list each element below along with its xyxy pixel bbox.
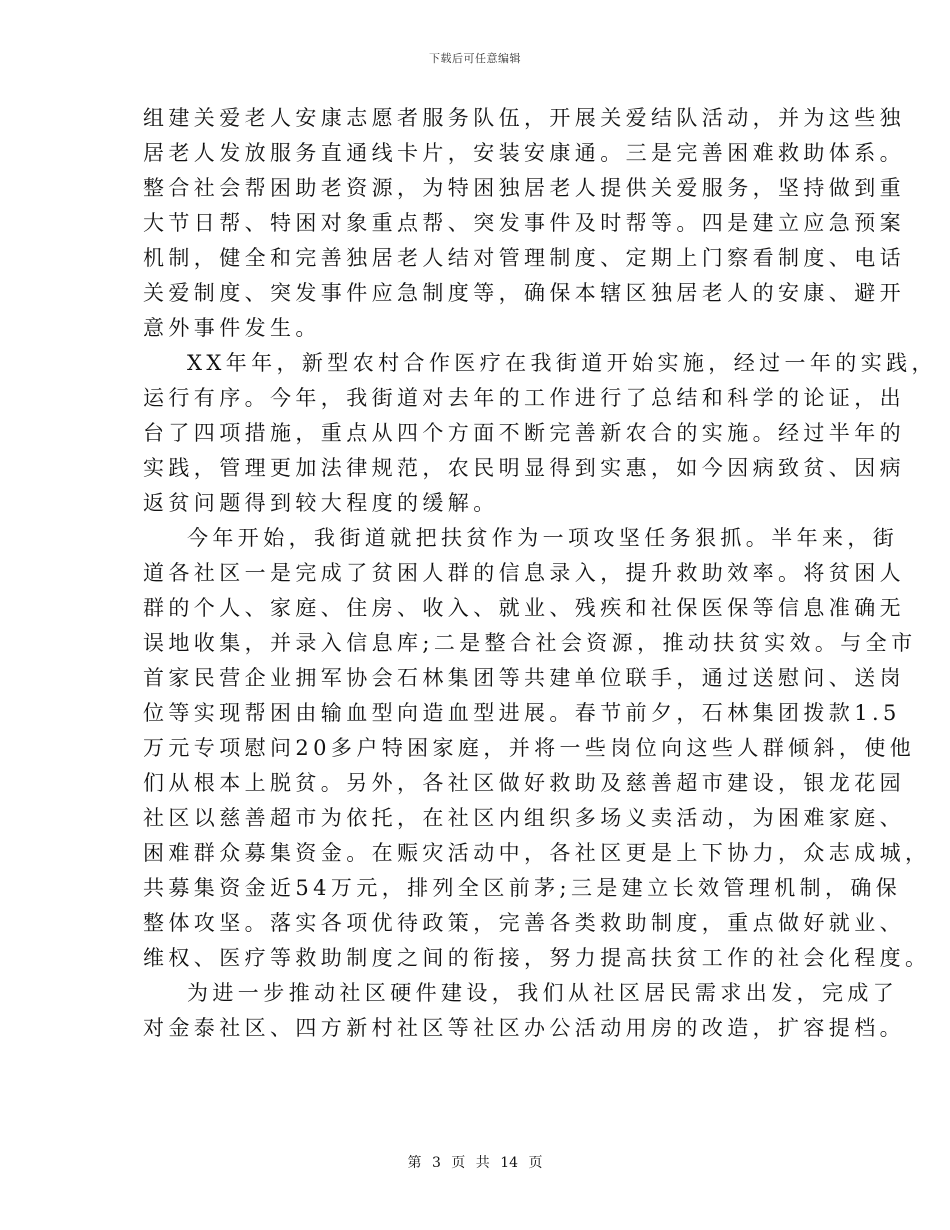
paragraph-first-line: XX年年，新型农村合作医疗在我街道开始实施，经过一年的实践， <box>187 351 937 375</box>
text-line: 实践，管理更加法律规范，农民明显得到实惠，如今因病致贫、因病 <box>143 456 905 480</box>
page-header: 下载后可任意编辑 <box>429 52 521 65</box>
paragraph-first-line: 今年开始，我街道就把扶贫作为一项攻坚任务狠抓。半年来，街 <box>187 526 899 550</box>
text-line: 对金泰社区、四方新村社区等社区办公活动用房的改造，扩容提档。 <box>143 1016 905 1040</box>
text-line: 大节日帮、特困对象重点帮、突发事件及时帮等。四是建立应急预案 <box>143 211 905 235</box>
text-line: 居老人发放服务直通线卡片，安装安康通。三是完善困难救助体系。 <box>143 141 905 165</box>
text-line: 运行有序。今年，我街道对去年的工作进行了总结和科学的论证，出 <box>143 386 905 410</box>
text-line: 首家民营企业拥军协会石林集团等共建单位联手，通过送慰问、送岗 <box>143 666 905 690</box>
text-line: 社区以慈善超市为依托，在社区内组织多场义卖活动，为困难家庭、 <box>143 806 905 830</box>
text-line: 万元专项慰问20多户特困家庭，并将一些岗位向这些人群倾斜，使他 <box>143 736 916 760</box>
text-line: 组建关爱老人安康志愿者服务队伍，开展关爱结队活动，并为这些独 <box>143 106 905 130</box>
text-line: 整合社会帮困助老资源，为特困独居老人提供关爱服务，坚持做到重 <box>143 176 905 200</box>
text-line: 群的个人、家庭、住房、收入、就业、残疾和社保医保等信息准确无 <box>143 596 905 620</box>
text-line: 困难群众募集资金。在赈灾活动中，各社区更是上下协力，众志成城， <box>143 841 931 865</box>
document-body <box>143 101 937 1046</box>
text-line: 维权、医疗等救助制度之间的衔接，努力提高扶贫工作的社会化程度。 <box>143 946 931 970</box>
text-line: 意外事件发生。 <box>143 316 321 340</box>
text-line: 位等实现帮困由输血型向造血型进展。春节前夕，石林集团拨款1.5 <box>143 701 901 725</box>
text-line: 共募集资金近54万元，排列全区前茅;三是建立长效管理机制，确保 <box>143 876 902 900</box>
text-line: 误地收集，并录入信息库;二是整合社会资源，推动扶贫实效。与全市 <box>143 631 917 655</box>
text-line: 们从根本上脱贫。另外，各社区做好救助及慈善超市建设，银龙花园 <box>143 771 905 795</box>
paragraph-first-line: 为进一步推动社区硬件建设，我们从社区居民需求出发，完成了 <box>187 981 899 1005</box>
text-line: 整体攻坚。落实各项优待政策，完善各类救助制度，重点做好就业、 <box>143 911 905 935</box>
text-line: 台了四项措施，重点从四个方面不断完善新农合的实施。经过半年的 <box>143 421 905 445</box>
text-line: 机制，健全和完善独居老人结对管理制度、定期上门察看制度、电话 <box>143 246 905 270</box>
page-number-footer: 第 3 页 共 14 页 <box>407 1155 543 1171</box>
text-line: 关爱制度、突发事件应急制度等，确保本辖区独居老人的安康、避开 <box>143 281 905 305</box>
text-line: 返贫问题得到较大程度的缓解。 <box>143 491 499 515</box>
text-line: 道各社区一是完成了贫困人群的信息录入，提升救助效率。将贫困人 <box>143 561 905 585</box>
